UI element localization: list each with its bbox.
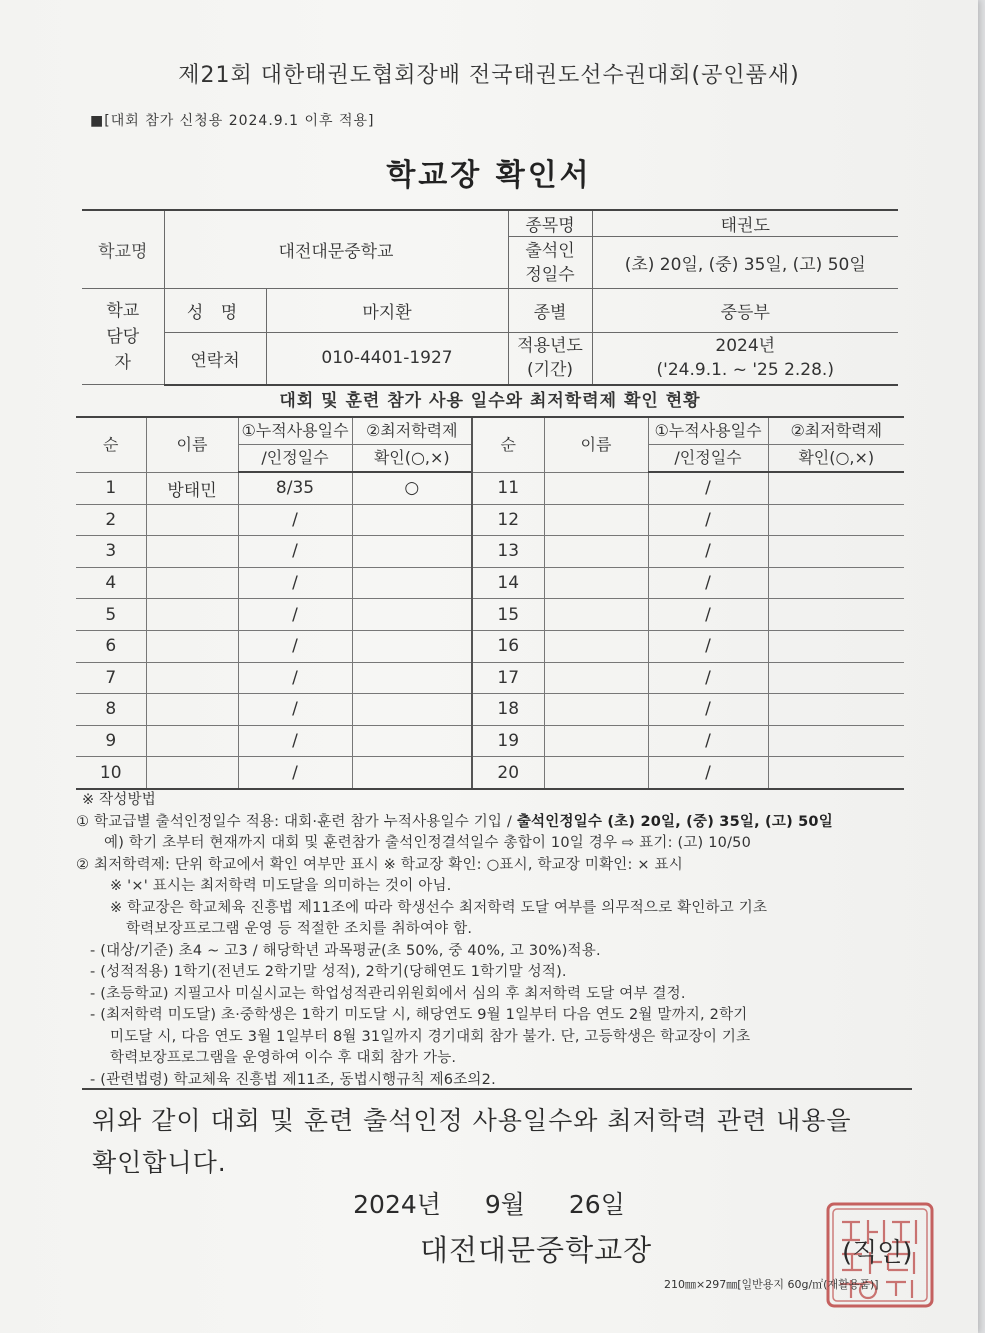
method-line-9: - (초등학교) 지필고사 미실시교는 학업성적관리위원회에서 심의 후 최저학력 도달 여부 결정. bbox=[90, 985, 686, 1002]
confirm-statement bbox=[92, 1100, 912, 1184]
row-name bbox=[146, 662, 238, 694]
header-no-left: 순 bbox=[76, 417, 146, 472]
row-name bbox=[544, 567, 648, 599]
method-line-11: 미도달 시, 다음 연도 3월 1일부터 8월 31일까지 경기대회 참가 불가. 단, 고등학생은 학교장이 기초 bbox=[110, 1028, 751, 1045]
row-name bbox=[146, 757, 238, 789]
row-no: 17 bbox=[472, 662, 544, 694]
method-line-6: 학력보장프로그램 운영 등 적절한 조치를 취하여야 함. bbox=[126, 921, 473, 937]
date-month: 9월 bbox=[484, 1190, 525, 1219]
method-line-12: 학력보장프로그램을 운영하여 이수 후 대회 참가 가능. bbox=[110, 1050, 457, 1066]
table-row bbox=[76, 725, 904, 757]
header-min-left-1: ②최저학력제 bbox=[352, 417, 472, 445]
category-value: 중등부 bbox=[592, 289, 898, 333]
row-no: 4 bbox=[76, 567, 146, 599]
header-no-right: 순 bbox=[472, 417, 544, 472]
row-check bbox=[352, 504, 472, 536]
manager-label: 학교담당자 bbox=[82, 289, 164, 385]
table-row bbox=[76, 630, 904, 662]
row-no: 2 bbox=[76, 504, 146, 536]
confirm-line-2: 확인합니다. bbox=[92, 1148, 227, 1177]
row-check bbox=[768, 725, 904, 757]
row-days: / bbox=[238, 662, 352, 694]
row-days: / bbox=[648, 599, 768, 631]
row-days: / bbox=[648, 725, 768, 757]
header-cum-right-2: /인정일수 bbox=[648, 445, 768, 473]
event-value: 태권도 bbox=[592, 210, 898, 237]
row-days: 8/35 bbox=[238, 472, 352, 504]
document-title: 학교장 확인서 bbox=[386, 158, 592, 193]
table-row bbox=[76, 599, 904, 631]
row-check bbox=[768, 662, 904, 694]
row-days: / bbox=[238, 599, 352, 631]
paper-spec: 210㎜×297㎜[일반용지 60g/㎡(재활용품)] bbox=[664, 1278, 879, 1291]
section-title: 대회 및 훈련 참가 사용 일수와 최저학력제 확인 현황 bbox=[279, 391, 701, 411]
school-value: 대전대문중학교 bbox=[164, 210, 508, 289]
table-row bbox=[76, 504, 904, 536]
row-no: 16 bbox=[472, 630, 544, 662]
row-name bbox=[146, 694, 238, 726]
row-no: 9 bbox=[76, 725, 146, 757]
row-name bbox=[544, 504, 648, 536]
row-days: / bbox=[238, 725, 352, 757]
row-days: / bbox=[238, 536, 352, 568]
row-no: 10 bbox=[76, 757, 146, 789]
row-days: / bbox=[238, 504, 352, 536]
application-note: ■[대회 참가 신청용 2024.9.1 이후 적용] bbox=[90, 113, 375, 129]
table-row bbox=[76, 694, 904, 726]
method-line-1: ① 학교급별 출석인정일수 적용: 대회·훈련 참가 누적사용일수 기입 / 출석인정일수 (초) 20일, (중) 35일, (고) 50일 bbox=[76, 813, 833, 830]
year-value-cell bbox=[592, 333, 898, 385]
row-no: 12 bbox=[472, 504, 544, 536]
table-row bbox=[76, 567, 904, 599]
row-check bbox=[352, 757, 472, 789]
row-check bbox=[352, 694, 472, 726]
header-name-left: 이름 bbox=[146, 417, 238, 472]
row-no: 6 bbox=[76, 630, 146, 662]
row-days: / bbox=[648, 472, 768, 504]
row-no: 11 bbox=[472, 472, 544, 504]
row-check bbox=[768, 757, 904, 789]
row-name bbox=[146, 599, 238, 631]
row-name bbox=[544, 472, 648, 504]
contact-value: 010-4401-1927 bbox=[266, 333, 508, 385]
row-no: 8 bbox=[76, 694, 146, 726]
row-name: 방태민 bbox=[146, 472, 238, 504]
method-line-8: - (성적적용) 1학기(전년도 2학기말 성적), 2학기(당해연도 1학기말 성적). bbox=[90, 964, 567, 980]
header-min-left-2: 확인(○,×) bbox=[352, 445, 472, 473]
athlete-table bbox=[76, 416, 904, 790]
attend-label: 출석인정일수 bbox=[508, 237, 592, 289]
header-cum-right-1: ①누적사용일수 bbox=[648, 417, 768, 445]
row-days: / bbox=[648, 662, 768, 694]
row-check bbox=[352, 662, 472, 694]
row-days: / bbox=[238, 630, 352, 662]
method-line-4: ※ '×' 표시는 최저학력 미도달을 의미하는 것이 아님. bbox=[110, 878, 452, 894]
principal-name: 대전대문중학교장 bbox=[420, 1233, 653, 1267]
name-value: 마지환 bbox=[266, 289, 508, 333]
row-name bbox=[544, 725, 648, 757]
row-name bbox=[544, 757, 648, 789]
year-period: ('24.9.1. ~ '25 2.28.) bbox=[656, 360, 834, 381]
row-no: 15 bbox=[472, 599, 544, 631]
header-min-right-2: 확인(○,×) bbox=[768, 445, 904, 473]
method-line-10: - (최저학력 미도달) 초·중학생은 1학기 미도달 시, 해당연도 9월 1일부터 다음 연도 2월 말까지, 2학기 bbox=[90, 1007, 748, 1023]
row-check bbox=[768, 536, 904, 568]
row-name bbox=[146, 536, 238, 568]
method-notes bbox=[76, 790, 916, 1091]
row-name bbox=[544, 662, 648, 694]
year-label: 적용년도(기간) bbox=[508, 333, 592, 385]
row-check: ○ bbox=[352, 472, 472, 504]
row-name bbox=[146, 504, 238, 536]
method-line-3: ② 최저학력제: 단위 학교에서 확인 여부만 표시 ※ 학교장 확인: ○표시, 학교장 미확인: × 표시 bbox=[76, 856, 683, 873]
method-line-5: ※ 학교장은 학교체육 진흥법 제11조에 따라 학생선수 최저학력 도달 여부를 의무적으로 확인하고 기초 bbox=[110, 899, 768, 916]
row-days: / bbox=[648, 757, 768, 789]
row-days: / bbox=[238, 757, 352, 789]
method-title: ※ 작성방법 bbox=[82, 792, 156, 808]
row-no: 18 bbox=[472, 694, 544, 726]
row-days: / bbox=[648, 694, 768, 726]
category-label: 종별 bbox=[508, 289, 592, 333]
row-check bbox=[768, 472, 904, 504]
row-name bbox=[146, 567, 238, 599]
school-label: 학교명 bbox=[82, 210, 164, 289]
table-row bbox=[76, 536, 904, 568]
table-row bbox=[76, 472, 904, 504]
confirm-line-1: 위와 같이 대회 및 훈련 출석인정 사용일수와 최저학력 관련 내용을 bbox=[92, 1106, 852, 1135]
table-row bbox=[76, 662, 904, 694]
header-cum-left-2: /인정일수 bbox=[238, 445, 352, 473]
school-info-table bbox=[82, 209, 898, 386]
header-min-right-1: ②최저학력제 bbox=[768, 417, 904, 445]
row-no: 1 bbox=[76, 472, 146, 504]
name-label: 성 명 bbox=[164, 289, 266, 333]
event-title: 제21회 대한태권도협회장배 전국태권도선수권대회(공인품새) bbox=[178, 63, 800, 88]
row-days: / bbox=[238, 567, 352, 599]
row-check bbox=[768, 504, 904, 536]
row-name bbox=[544, 694, 648, 726]
method-line-2: 예) 학기 초부터 현재까지 대회 및 훈련참가 출석인정결석일수 총합이 10일 경우 ⇨ 표기: (고) 10/50 bbox=[104, 835, 752, 851]
date-day: 26일 bbox=[568, 1190, 625, 1219]
row-no: 3 bbox=[76, 536, 146, 568]
row-no: 13 bbox=[472, 536, 544, 568]
row-check bbox=[352, 567, 472, 599]
row-name bbox=[544, 630, 648, 662]
row-check bbox=[352, 630, 472, 662]
row-check bbox=[352, 725, 472, 757]
year-value: 2024년 bbox=[715, 336, 776, 357]
row-check bbox=[352, 599, 472, 631]
row-name bbox=[146, 725, 238, 757]
row-days: / bbox=[648, 567, 768, 599]
table-row bbox=[76, 757, 904, 789]
row-check bbox=[768, 599, 904, 631]
row-days: / bbox=[648, 504, 768, 536]
row-name bbox=[146, 630, 238, 662]
seal-mark-label: (직인) bbox=[842, 1238, 913, 1268]
event-label: 종목명 bbox=[508, 210, 592, 237]
row-name bbox=[544, 536, 648, 568]
header-cum-left-1: ①누적사용일수 bbox=[238, 417, 352, 445]
attend-value: (초) 20일, (중) 35일, (고) 50일 bbox=[592, 237, 898, 289]
method-divider bbox=[82, 1088, 912, 1090]
row-days: / bbox=[648, 630, 768, 662]
method-line-13: - (관련법령) 학교체육 진흥법 제11조, 동법시행규칙 제6조의2. bbox=[90, 1071, 496, 1088]
row-no: 5 bbox=[76, 599, 146, 631]
row-no: 20 bbox=[472, 757, 544, 789]
row-check bbox=[768, 567, 904, 599]
row-check bbox=[768, 630, 904, 662]
row-days: / bbox=[238, 694, 352, 726]
row-no: 19 bbox=[472, 725, 544, 757]
date-year: 2024년 bbox=[353, 1190, 441, 1219]
row-name bbox=[544, 599, 648, 631]
row-no: 14 bbox=[472, 567, 544, 599]
row-no: 7 bbox=[76, 662, 146, 694]
row-days: / bbox=[648, 536, 768, 568]
contact-label: 연락처 bbox=[164, 333, 266, 385]
row-check bbox=[352, 536, 472, 568]
method-line-7: - (대상/기준) 초4 ~ 고3 / 해당학년 과목평균(초 50%, 중 40%, 고 30%)적용. bbox=[90, 942, 601, 959]
header-name-right: 이름 bbox=[544, 417, 648, 472]
row-check bbox=[768, 694, 904, 726]
